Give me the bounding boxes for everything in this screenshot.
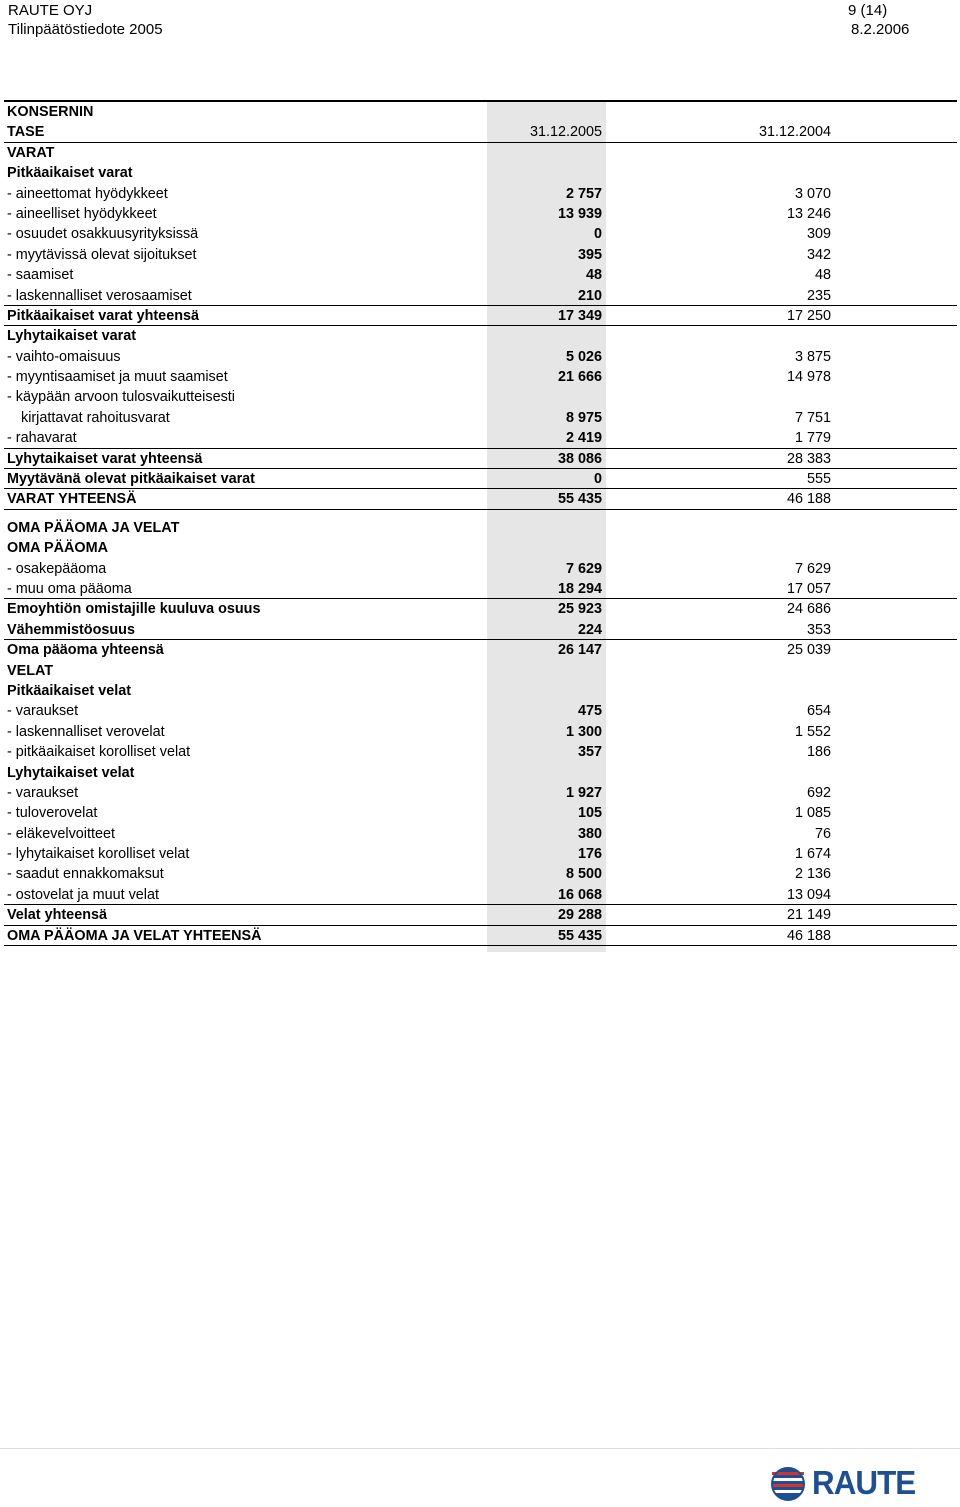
- value-2005: 176: [577, 846, 602, 863]
- balance-sheet-table: [4, 100, 957, 946]
- table-row: [4, 559, 957, 579]
- row-label: - myytävissä olevat sijoitukset: [7, 246, 197, 263]
- raute-logo-text: RAUTE: [812, 1464, 916, 1501]
- row-label: - eläkevelvoitteet: [7, 825, 115, 842]
- table-row: [4, 245, 957, 265]
- value-2005: 55 435: [557, 927, 602, 944]
- row-label: - saamiset: [7, 267, 74, 284]
- page-number: 9 (14): [848, 2, 888, 19]
- company-name: RAUTE OYJ: [8, 2, 93, 19]
- document-subtitle: Tilinpäätöstiedote 2005: [8, 21, 163, 38]
- value-2005: 25 923: [557, 601, 602, 618]
- row-label: OMA PÄÄOMA JA VELAT YHTEENSÄ: [7, 927, 262, 944]
- value-2004: 1 552: [794, 723, 831, 740]
- table-row: [4, 163, 957, 183]
- value-2005: 29 288: [557, 907, 602, 924]
- table-row: [4, 265, 957, 285]
- value-2004: 28 383: [786, 450, 831, 467]
- value-2004: 48: [814, 267, 831, 284]
- value-2004: 3 875: [794, 348, 831, 365]
- table-row: [4, 885, 957, 905]
- row-label: Emoyhtiön omistajille kuuluva osuus: [7, 601, 261, 618]
- value-2005: 38 086: [557, 450, 602, 467]
- table-row: [4, 306, 957, 326]
- table-row: [4, 579, 957, 599]
- value-2004: 76: [814, 825, 831, 842]
- value-2004: 17 250: [786, 307, 831, 324]
- table-row: [4, 469, 957, 489]
- row-label: - rahavarat: [7, 430, 77, 447]
- row-label: Lyhytaikaiset varat: [7, 328, 137, 345]
- value-2005: 224: [577, 621, 602, 638]
- value-2005: 48: [585, 267, 602, 284]
- value-2005: 21 666: [557, 369, 602, 386]
- value-2005: 2 757: [565, 185, 602, 202]
- value-2005: 0: [593, 471, 602, 488]
- value-2004: 1 085: [794, 805, 831, 822]
- table-row: [4, 640, 957, 660]
- value-2005: 1 300: [565, 723, 602, 740]
- table-row: [4, 824, 957, 844]
- table-row: [4, 143, 957, 163]
- table-title-line1: KONSERNIN: [7, 104, 94, 120]
- table-row: [4, 538, 957, 558]
- table-row: [4, 449, 957, 469]
- row-label: - lyhytaikaiset korolliset velat: [7, 846, 190, 863]
- value-2005: 395: [577, 246, 602, 263]
- table-header-row: [4, 122, 957, 142]
- table-row: [4, 803, 957, 823]
- table-row: [4, 763, 957, 783]
- value-2004: 692: [806, 784, 831, 801]
- value-2004: 24 686: [786, 601, 831, 618]
- row-label: Pitkäaikaiset varat: [7, 165, 133, 182]
- table-row: [4, 489, 957, 509]
- row-label: - aineettomat hyödykkeet: [7, 185, 168, 202]
- value-2004: 235: [806, 287, 831, 304]
- table-title-line2: TASE: [7, 124, 45, 141]
- value-2005: 8 975: [565, 409, 602, 426]
- value-2005: 13 939: [557, 205, 602, 222]
- table-row: [4, 387, 957, 407]
- value-2005: 0: [593, 226, 602, 243]
- row-label: - käypään arvoon tulosvaikutteisesti: [7, 389, 235, 406]
- row-label: Pitkäaikaiset velat: [7, 682, 131, 699]
- footer-divider: [0, 1448, 960, 1449]
- row-label: Velat yhteensä: [7, 907, 107, 924]
- row-label: VELAT: [7, 662, 54, 679]
- value-2004: 46 188: [786, 927, 831, 944]
- raute-logo: [770, 1464, 916, 1502]
- row-label: Pitkäaikaiset varat yhteensä: [7, 307, 199, 324]
- table-row: [4, 905, 957, 925]
- table-body: [4, 143, 957, 946]
- value-2004: 7 751: [794, 409, 831, 426]
- value-2005: 105: [577, 805, 602, 822]
- row-label: OMA PÄÄOMA: [7, 540, 108, 557]
- row-label: - tuloverovelat: [7, 805, 98, 822]
- value-2005: 17 349: [557, 307, 602, 324]
- row-label: OMA PÄÄOMA JA VELAT: [7, 519, 180, 536]
- value-2004: 2 136: [794, 866, 831, 883]
- row-label: Lyhytaikaiset varat yhteensä: [7, 450, 203, 467]
- value-2004: 13 094: [786, 886, 831, 903]
- table-row: [4, 204, 957, 224]
- value-2005: 1 927: [565, 784, 602, 801]
- table-row: [4, 367, 957, 387]
- row-label: VARAT YHTEENSÄ: [7, 491, 137, 508]
- document-date: 8.2.2006: [851, 21, 910, 38]
- row-label: Myytävänä olevat pitkäaikaiset varat: [7, 471, 255, 488]
- table-row: [4, 701, 957, 721]
- table-row: [4, 620, 957, 640]
- value-2005: 210: [577, 287, 602, 304]
- row-label: - vaihto-omaisuus: [7, 348, 121, 365]
- row-label: - myyntisaamiset ja muut saamiset: [7, 369, 228, 386]
- value-2005: 18 294: [557, 580, 602, 597]
- row-label: Oma pääoma yhteensä: [7, 642, 164, 659]
- table-row: [4, 864, 957, 884]
- row-label: - osuudet osakkuusyrityksissä: [7, 226, 199, 243]
- value-2004: 14 978: [786, 369, 831, 386]
- value-2004: 3 070: [794, 185, 831, 202]
- row-label: - aineelliset hyödykkeet: [7, 205, 157, 222]
- value-2005: 357: [577, 744, 602, 761]
- table-title-row: [4, 102, 957, 122]
- row-label: Lyhytaikaiset velat: [7, 764, 135, 781]
- value-2004: 46 188: [786, 491, 831, 508]
- row-label: - muu oma pääoma: [7, 580, 132, 597]
- table-row: [4, 347, 957, 367]
- table-row: [4, 926, 957, 946]
- row-label: - varaukset: [7, 784, 79, 801]
- value-2005: 475: [577, 703, 602, 720]
- value-2005: 8 500: [565, 866, 602, 883]
- row-label: - saadut ennakkomaksut: [7, 866, 164, 883]
- table-row: [4, 184, 957, 204]
- row-label: - ostovelat ja muut velat: [7, 886, 159, 903]
- table-row: [4, 326, 957, 346]
- value-2004: 353: [806, 621, 831, 638]
- table-row: [4, 428, 957, 448]
- column-header-2005: 31.12.2005: [529, 124, 602, 141]
- value-2004: 1 674: [794, 846, 831, 863]
- table-row: [4, 286, 957, 306]
- row-label: - pitkäaikaiset korolliset velat: [7, 744, 191, 761]
- value-2005: 2 419: [565, 430, 602, 447]
- row-label: VARAT: [7, 144, 55, 161]
- column-header-2004: 31.12.2004: [758, 124, 831, 141]
- row-label: kirjattavat rahoitusvarat: [21, 409, 170, 426]
- value-2005: 7 629: [565, 560, 602, 577]
- table-row: [4, 518, 957, 538]
- row-label: - laskennalliset verosaamiset: [7, 287, 192, 304]
- value-2004: 309: [806, 226, 831, 243]
- table-row: [4, 783, 957, 803]
- section-gap: [4, 510, 957, 518]
- value-2004: 13 246: [786, 205, 831, 222]
- value-2004: 555: [806, 471, 831, 488]
- table-row: [4, 408, 957, 428]
- row-label: - varaukset: [7, 703, 79, 720]
- value-2004: 654: [806, 703, 831, 720]
- value-2005: 380: [577, 825, 602, 842]
- value-2005: 5 026: [565, 348, 602, 365]
- value-2004: 17 057: [786, 580, 831, 597]
- value-2005: 55 435: [557, 491, 602, 508]
- value-2004: 7 629: [794, 560, 831, 577]
- row-label: - laskennalliset verovelat: [7, 723, 165, 740]
- value-2004: 1 779: [794, 430, 831, 447]
- value-2005: 16 068: [557, 886, 602, 903]
- table-row: [4, 844, 957, 864]
- table-row: [4, 681, 957, 701]
- row-label: Vähemmistöosuus: [7, 621, 135, 638]
- raute-globe-icon: [770, 1466, 806, 1502]
- value-2004: 342: [806, 246, 831, 263]
- table-row: [4, 224, 957, 244]
- value-2004: 25 039: [786, 642, 831, 659]
- table-row: [4, 599, 957, 619]
- value-2005: 26 147: [557, 642, 602, 659]
- row-label: - osakepääoma: [7, 560, 107, 577]
- value-2004: 21 149: [786, 907, 831, 924]
- table-row: [4, 742, 957, 762]
- value-2004: 186: [806, 744, 831, 761]
- table-row: [4, 661, 957, 681]
- table-row: [4, 722, 957, 742]
